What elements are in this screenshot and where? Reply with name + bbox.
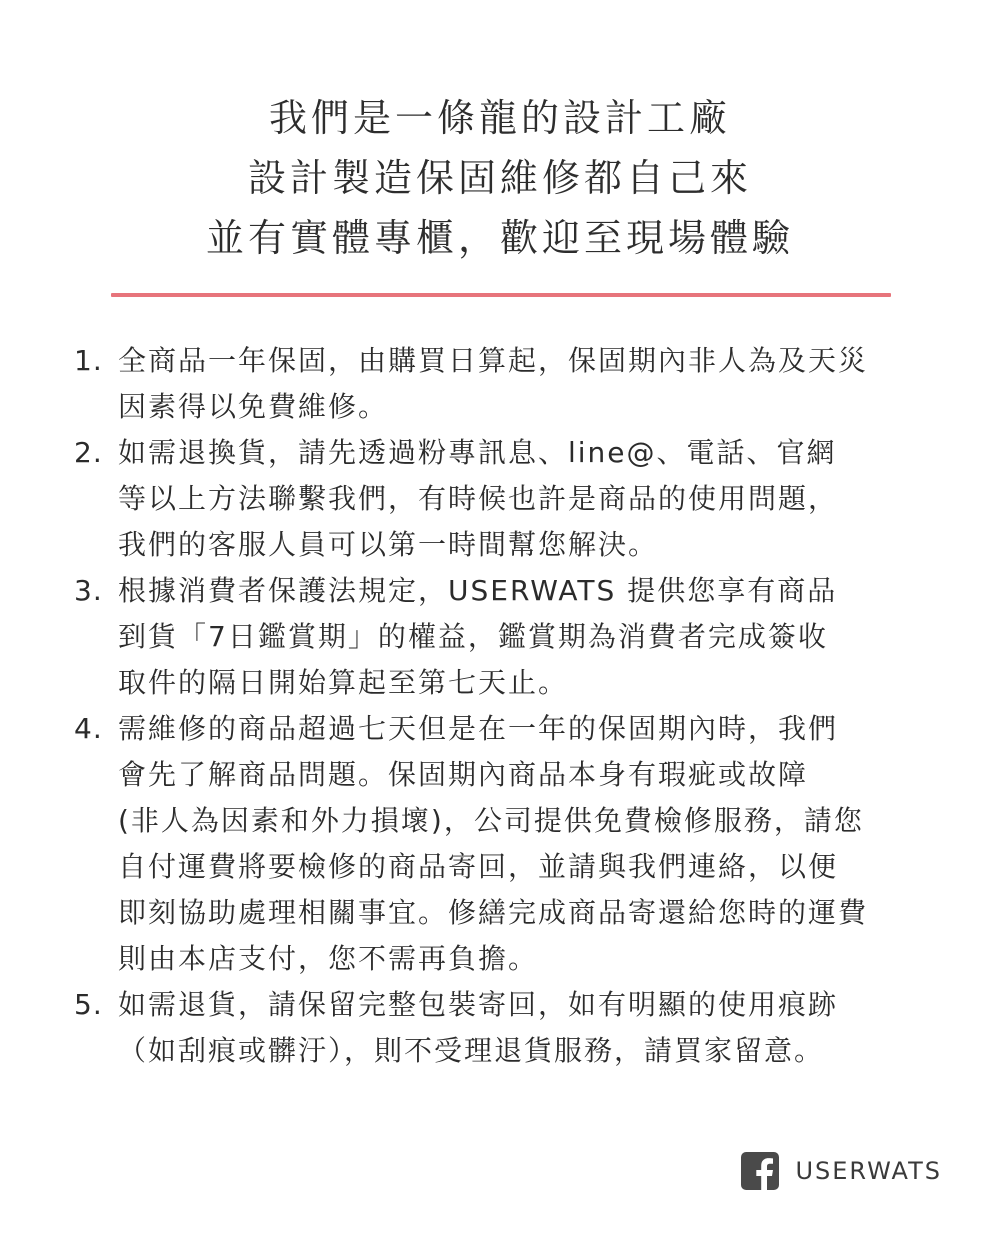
policy-item-3	[74, 568, 954, 706]
divider	[111, 293, 891, 297]
heading-line-2: 設計製造保固維修都自己來	[247, 156, 752, 200]
policy-number: 5.	[74, 988, 103, 1021]
policy-text-line: 根據消費者保護法規定，USERWATS 提供您享有商品	[118, 574, 838, 607]
policy-text-line: 需維修的商品超過七天但是在一年的保固期內時，我們	[118, 712, 839, 745]
policy-text-line: （如刮痕或髒汙），則不受理退貨服務，請買家留意。	[118, 1034, 825, 1067]
policy-text-line: 全商品一年保固，由購買日算起，保固期內非人為及天災	[118, 344, 869, 377]
policy-list	[74, 338, 954, 1074]
policy-item-5	[74, 982, 954, 1074]
policy-text-line: 取件的隔日開始算起至第七天止。	[118, 666, 569, 699]
policy-text-line: 會先了解商品問題。保固期內商品本身有瑕疵或故障	[118, 758, 809, 791]
policy-number: 1.	[74, 344, 103, 377]
policy-text-line: 自付運費將要檢修的商品寄回，並請與我們連絡，以便	[118, 850, 839, 883]
heading-line-3: 並有實體專櫃，歡迎至現場體驗	[205, 216, 794, 260]
heading	[0, 88, 1000, 268]
policy-item-2	[74, 430, 954, 568]
brand-footer	[741, 1152, 942, 1190]
policy-text-line: 我們的客服人員可以第一時間幫您解決。	[118, 528, 659, 561]
heading-line-1: 我們是一條龍的設計工廠	[268, 96, 731, 140]
policy-text-line: 因素得以免費維修。	[118, 390, 389, 423]
policy-item-1	[74, 338, 954, 430]
policy-number: 3.	[74, 574, 103, 607]
policy-text-line: (非人為因素和外力損壞)，公司提供免費檢修服務，請您	[118, 804, 864, 837]
policy-text-line: 到貨「7日鑑賞期」的權益，鑑賞期為消費者完成簽收	[118, 620, 828, 653]
policy-text-line: 如需退換貨，請先透過粉專訊息、line@、電話、官網	[118, 436, 837, 469]
facebook-icon	[741, 1152, 779, 1190]
policy-text-line: 等以上方法聯繫我們，有時候也許是商品的使用問題，	[118, 482, 839, 515]
policy-item-4	[74, 706, 954, 982]
policy-text-line: 則由本店支付，您不需再負擔。	[118, 942, 539, 975]
policy-text-line: 如需退貨，請保留完整包裝寄回，如有明顯的使用痕跡	[118, 988, 839, 1021]
policy-number: 4.	[74, 712, 103, 745]
policy-text-line: 即刻協助處理相關事宜。修繕完成商品寄還給您時的運費	[118, 896, 869, 929]
policy-number: 2.	[74, 436, 103, 469]
brand-name: USERWATS	[795, 1157, 942, 1185]
